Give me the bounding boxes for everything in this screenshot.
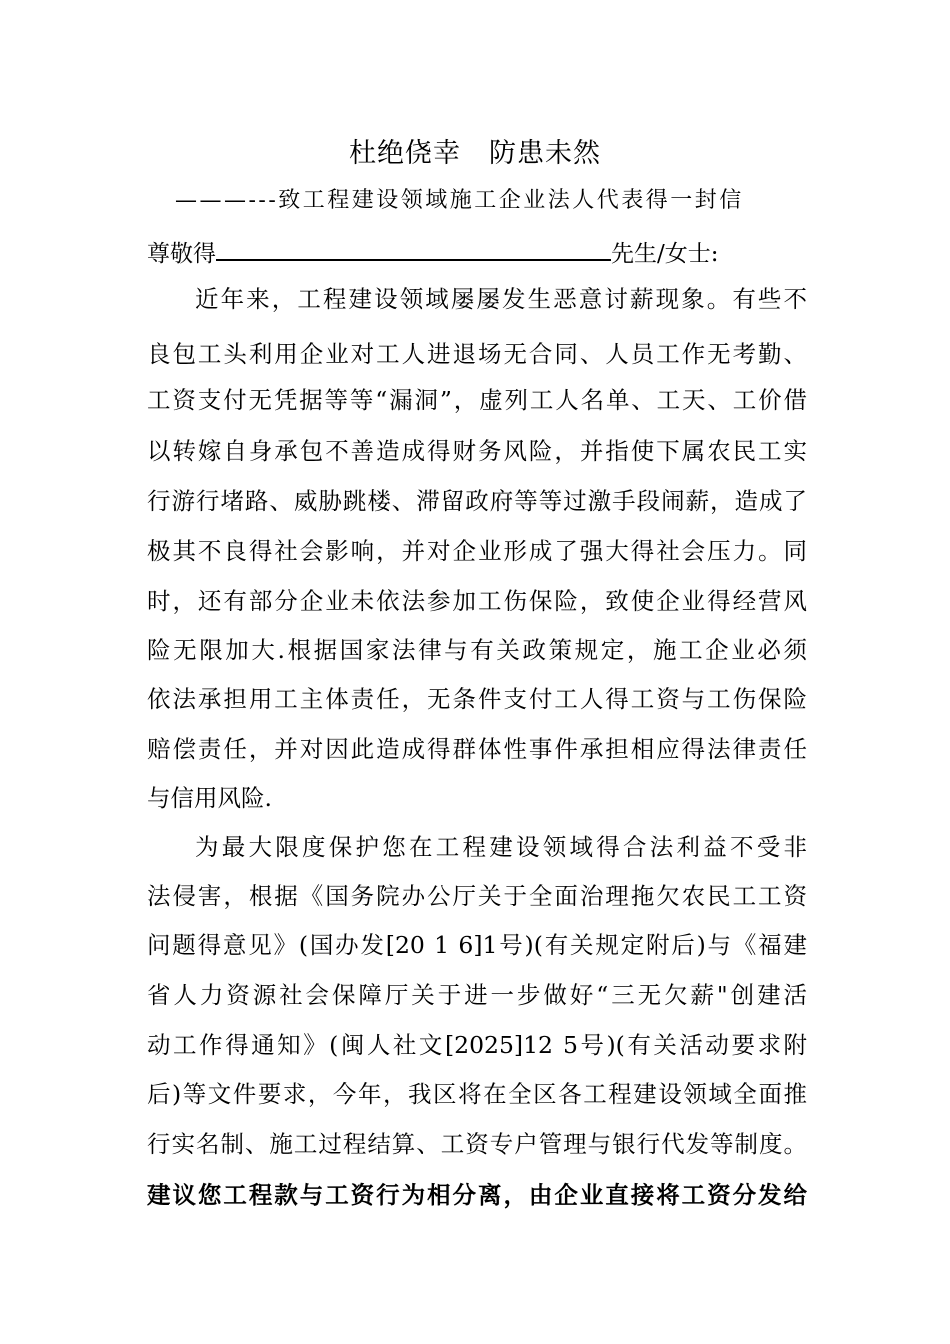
paragraph-1-line-9: 依法承担用工主体责任，无条件支付工人得工资与工伤保险 bbox=[147, 685, 807, 713]
page-title: 杜绝侥幸 防患未然 bbox=[349, 138, 601, 169]
paragraph-2-line-2: 法侵害，根据《国务院办公厅关于全面治理拖欠农民工工资 bbox=[147, 882, 807, 910]
paragraph-2-line-7: 行实名制、施工过程结算、工资专户管理与银行代发等制度。 bbox=[147, 1130, 807, 1158]
paragraph-1-line-2: 良包工头利用企业对工人进退场无合同、人员工作无考勤、 bbox=[147, 340, 807, 368]
salutation bbox=[147, 233, 719, 268]
paragraph-1-line-4: 以转嫁自身承包不善造成得财务风险，并指使下属农民工实 bbox=[147, 437, 807, 465]
name-blank-line bbox=[216, 233, 611, 261]
paragraph-1-line-6: 极其不良得社会影响，并对企业形成了强大得社会压力。同 bbox=[147, 537, 807, 565]
paragraph-2-line-1: 为最大限度保护您在工程建设领域得合法利益不受非 bbox=[195, 833, 807, 861]
paragraph-1-line-1: 近年来，工程建设领域屡屡发生恶意讨薪现象。有些不 bbox=[195, 285, 807, 313]
page-subtitle: ———---致工程建设领域施工企业法人代表得一封信 bbox=[175, 188, 744, 213]
paragraph-1-line-5: 行游行堵路、威胁跳楼、滞留政府等等过激手段闹薪，造成了 bbox=[147, 487, 807, 515]
paragraph-2-line-3: 问题得意见》(国办发[20 1 6]1号)(有关规定附后)与《福建 bbox=[147, 931, 807, 959]
paragraph-2-line-6: 后)等文件要求，今年，我区将在全区各工程建设领域全面推 bbox=[147, 1080, 807, 1108]
paragraph-1-line-8: 险无限加大.根据国家法律与有关政策规定，施工企业必须 bbox=[147, 636, 807, 664]
paragraph-2-line-5: 动工作得通知》(闽人社文[2025]12 5号)(有关活动要求附 bbox=[147, 1031, 807, 1059]
paragraph-1-line-3: 工资支付无凭据等等“漏洞”，虚列工人名单、工天、工价借 bbox=[147, 386, 807, 414]
paragraph-1-line-11: 与信用风险. bbox=[147, 784, 272, 812]
salutation-suffix: 先生/女士: bbox=[611, 241, 719, 267]
salutation-prefix: 尊敬得 bbox=[147, 241, 216, 267]
paragraph-1-line-10: 赔偿责任，并对因此造成得群体性事件承担相应得法律责任 bbox=[147, 735, 807, 763]
paragraph-1-line-7: 时，还有部分企业未依法参加工伤保险，致使企业得经营风 bbox=[147, 587, 807, 615]
paragraph-2-line-4: 省人力资源社会保障厅关于进一步做好“三无欠薪"创建活 bbox=[147, 981, 807, 1009]
paragraph-2-line-8: 建议您工程款与工资行为相分离，由企业直接将工资分发给 bbox=[147, 1181, 807, 1209]
